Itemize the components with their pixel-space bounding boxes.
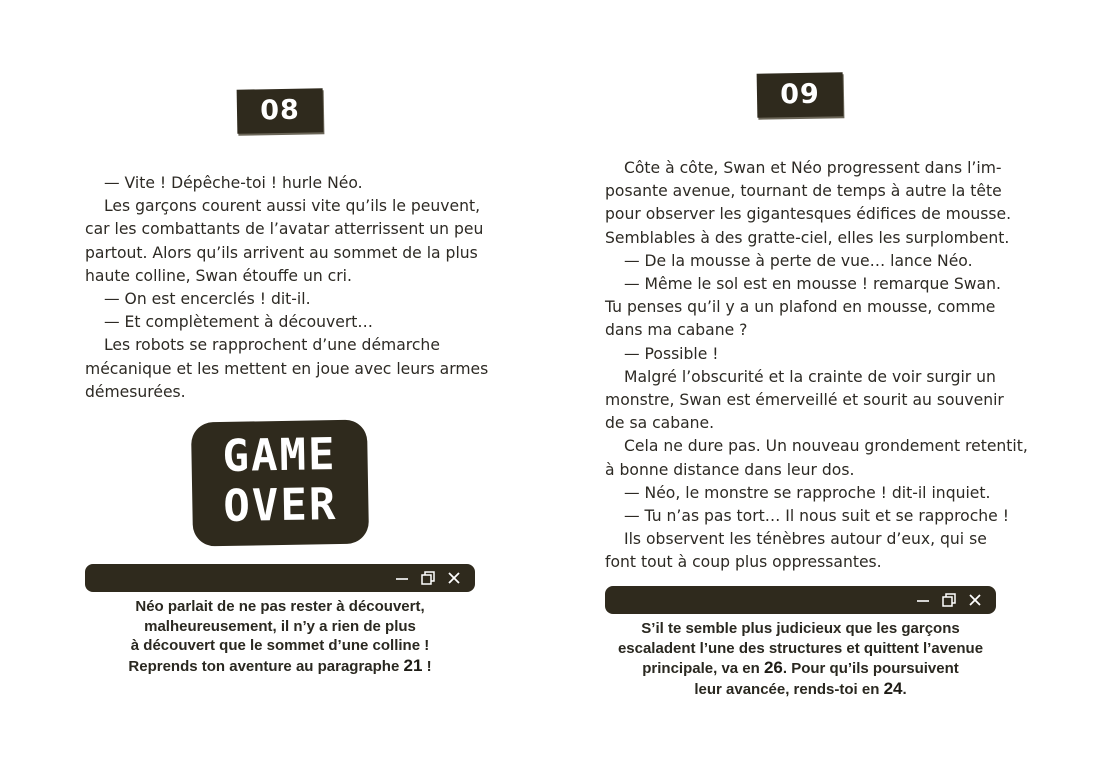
paragraph-line: — Et complètement à découvert…: [104, 313, 373, 332]
story-text: [85, 172, 489, 404]
paragraph-line: Ils observent les ténèbres autour d’eux, qui se: [624, 530, 987, 549]
game-over-message: [85, 597, 475, 676]
paragraph-line: dans ma cabane ?: [605, 321, 748, 340]
paragraph-line: — Vite ! Dépêche-toi ! hurle Néo.: [104, 174, 363, 192]
restore-icon[interactable]: [940, 591, 958, 609]
paragraph-line: — Tu n’as pas tort… Il nous suit et se rapproche !: [624, 507, 1009, 526]
paragraph-line: à bonne distance dans leur dos.: [605, 460, 855, 479]
close-icon[interactable]: [445, 569, 463, 587]
message-text: Reprends ton aventure au paragraphe: [128, 657, 404, 675]
minimize-icon[interactable]: [914, 591, 932, 609]
message-text: !: [422, 657, 432, 675]
restore-icon[interactable]: [419, 569, 437, 587]
message-text: .: [902, 680, 907, 698]
paragraph-line: Les garçons courent aussi vite qu’ils le peuvent,: [104, 197, 481, 216]
story-text: [605, 157, 1028, 575]
paragraph-line: — Possible !: [624, 344, 719, 363]
paragraph-line: font tout à coup plus oppressantes.: [605, 553, 882, 572]
paragraph-line: pour observer les gigantesques édifices de mousse.: [605, 205, 1012, 224]
window-title-bar: [605, 586, 996, 614]
message-line: escaladent l’une des structures et quittent l’avenue: [617, 639, 984, 657]
message-text: principale, va en: [642, 660, 764, 677]
right-page: [556, 0, 1113, 777]
paragraph-line: — Néo, le monstre se rapproche ! dit-il inquiet.: [624, 483, 991, 502]
chapter-number-badge: 09: [757, 72, 844, 117]
window-title-bar: [85, 564, 475, 592]
close-icon[interactable]: [966, 591, 984, 609]
paragraph-line: partout. Alors qu’ils arrivent au sommet de la plus: [85, 243, 478, 262]
paragraph-line: Côte à côte, Swan et Néo progressent dans l’im-: [624, 159, 1002, 177]
message-text: leur avancée, rends-toi en: [694, 680, 884, 698]
game-over-badge: [191, 419, 369, 546]
game-over-text: GAME: [222, 429, 337, 482]
chapter-number-badge: 08: [237, 88, 324, 133]
message-line: [605, 679, 996, 700]
paragraph-line: de sa cabane.: [605, 414, 715, 433]
minimize-icon[interactable]: [393, 569, 411, 587]
paragraph-line: monstre, Swan est émerveillé et sourit au souvenir: [605, 391, 1004, 410]
message-line: [605, 658, 996, 679]
paragraph-line: démesurées.: [85, 382, 186, 401]
paragraph-line: car les combattants de l’avatar atterrissent un peu: [85, 220, 484, 239]
message-line: Néo parlait de ne pas rester à découvert,: [135, 598, 425, 615]
paragraph-line: Tu penses qu’il y a un plafond en mousse, comme: [605, 298, 996, 317]
paragraph-link-24[interactable]: 24: [883, 678, 903, 698]
paragraph-line: mécanique et les mettent en joue avec leurs armes: [85, 359, 489, 378]
paragraph-line: — De la mousse à perte de vue… lance Néo.: [624, 251, 973, 270]
paragraph-line: — Même le sol est en mousse ! remarque Swan.: [624, 275, 1001, 294]
paragraph-line: Les robots se rapprochent d’une démarche: [104, 336, 440, 355]
message-line: S’il te semble plus judicieux que les garçons: [641, 620, 960, 637]
message-line: [85, 656, 475, 677]
message-line: malheureusement, il n’y a rien de plus: [144, 617, 416, 635]
paragraph-line: posante avenue, tournant de temps à autre la tête: [605, 182, 1002, 201]
paragraph-line: Semblables à des gratte-ciel, elles les surplombent.: [605, 228, 1010, 247]
message-text: . Pour qu’ils poursuivent: [782, 660, 959, 677]
game-over-text: OVER: [222, 479, 338, 532]
paragraph-link-21[interactable]: 21: [403, 655, 423, 675]
paragraph-link-26[interactable]: 26: [763, 658, 783, 677]
paragraph-line: — On est encerclés ! dit-il.: [104, 290, 311, 309]
message-line: à découvert que le sommet d’une colline !: [130, 637, 430, 654]
choice-message: [605, 619, 996, 699]
left-page: [0, 0, 556, 777]
paragraph-line: Cela ne dure pas. Un nouveau grondement retentit,: [624, 437, 1028, 456]
paragraph-line: haute colline, Swan étouffe un cri.: [85, 266, 352, 285]
paragraph-line: Malgré l’obscurité et la crainte de voir surgir un: [624, 367, 996, 386]
